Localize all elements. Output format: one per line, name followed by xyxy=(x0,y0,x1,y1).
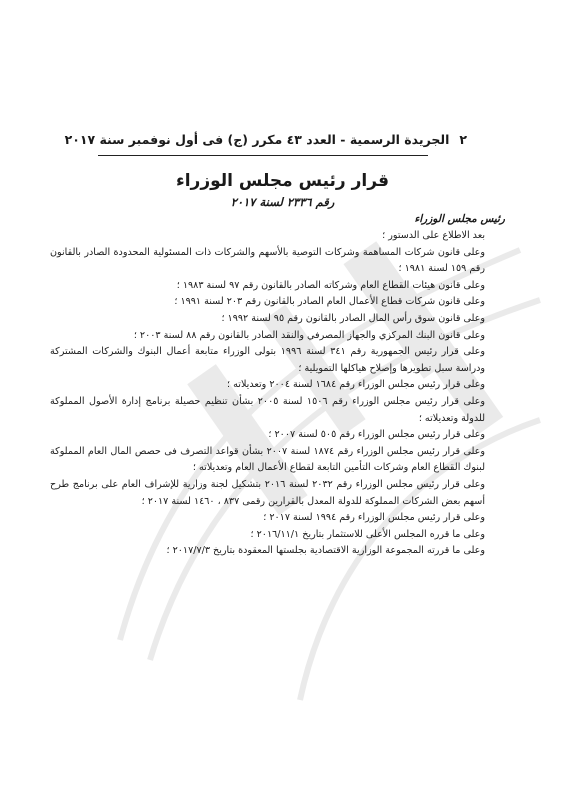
clause: وعلى قرار رئيس مجلس الوزراء رقم ١٩٩٤ لسنة ٢٠١٧ ؛ xyxy=(263,512,485,524)
gazette-issue-title: الجريدة الرسمية - العدد ٤٣ مكرر (ج) فى أول نوفمبر سنة ٢٠١٧ xyxy=(64,132,450,147)
decree-body xyxy=(50,210,505,560)
clause: وعلى قانون البنك المركزي والجهاز المصرفي والنقد الصادر بالقانون رقم ٨٨ لسنة ٢٠٠٣ ؛ xyxy=(133,329,485,341)
clause: وعلى ما قرره المجلس الأعلى للاستثمار بتاريخ ٢٠١٦/١١/١ ؛ xyxy=(250,528,485,540)
clause: وعلى قانون شركات قطاع الأعمال العام الصادر بالقانون رقم ٢٠٣ لسنة ١٩٩١ ؛ xyxy=(174,296,485,308)
clause: وعلى قانون سوق رأس المال الصادر بالقانون رقم ٩٥ لسنة ١٩٩٢ ؛ xyxy=(221,312,485,324)
clause: وعلى قرار رئيس مجلس الوزراء رقم ١٨٧٤ لسنة ٢٠٠٧ بشأن قواعد التصرف فى حصص المال العام المملوكة لبنوك القطاع العام وشركات التأمين التابعة لقطاع الأعمال العام وتعديلاته ؛ xyxy=(50,445,485,474)
clause: وعلى قرار رئيس مجلس الوزراء رقم ١٥٠٦ لسنة ٢٠٠٥ بشأن تنظيم حصيلة برنامج إدارة الأصول المملوكة للدولة وتعديلاته ؛ xyxy=(50,395,486,424)
clause: وعلى ما قررته المجموعة الوزارية الاقتصادية بجلستها المعقودة بتاريخ ٢٠١٧/٧/٣ ؛ xyxy=(166,545,485,557)
clause: وعلى قرار رئيس مجلس الوزراء رقم ٢٠٣٢ لسنة ٢٠١٦ بتشكيل لجنة وزارية للإشراف العام على برنامج طرح أسهم بعض الشركات المملوكة للدولة المعدل بالقرارين رقمى ٨٣٧ ، ١٤٦٠ لسنة ٢٠١٧ ؛ xyxy=(50,478,486,507)
decree-title: قرار رئيس مجلس الوزراء xyxy=(176,171,389,191)
addressee: رئيس مجلس الوزراء xyxy=(414,213,505,225)
clause: وعلى قرار رئيس مجلس الوزراء رقم ١٦٨٤ لسنة ٢٠٠٤ وتعديلاته ؛ xyxy=(227,379,485,391)
header-divider xyxy=(98,155,428,156)
running-header xyxy=(64,132,467,150)
clause: وعلى قرار رئيس الجمهورية رقم ٣٤١ لسنة ١٩٩٦ بتولى الوزراء متابعة أعمال البنوك والشركات المشتركة ودراسة سبل تطويرها وإصلاح هياكلها التمويلية ؛ xyxy=(50,346,485,374)
decree-number: رقم ٢٣٣٦ لسنة ٢٠١٧ xyxy=(230,195,335,209)
clause: بعد الاطلاع على الدستور ؛ xyxy=(382,230,485,241)
clause: وعلى قرار رئيس مجلس الوزراء رقم ٥٠٥ لسنة ٢٠٠٧ ؛ xyxy=(268,429,485,441)
clause: وعلى قانون هيئات القطاع العام وشركاته الصادر بالقانون رقم ٩٧ لسنة ١٩٨٣ ؛ xyxy=(176,279,485,291)
clause: وعلى قانون شركات المساهمة وشركات التوصية بالأسهم والشركات ذات المسئولية المحدودة الصادر بالقانون رقم ١٥٩ لسنة ١٩٨١ ؛ xyxy=(50,246,485,275)
page-number: ٢ xyxy=(459,132,467,147)
